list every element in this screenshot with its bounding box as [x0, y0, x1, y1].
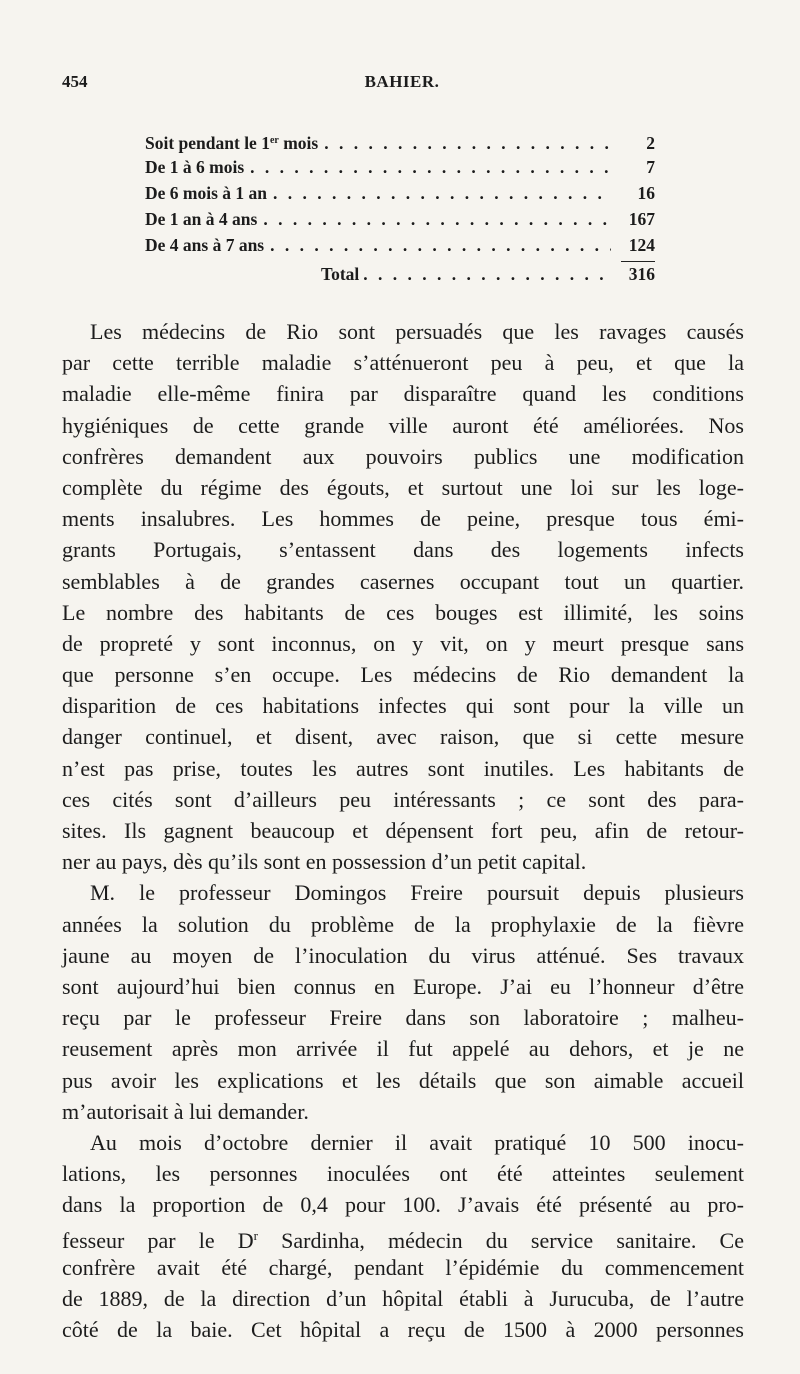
text-line: m’autorisait à lui demander.: [62, 1098, 309, 1124]
age-statistics-table: [145, 128, 655, 288]
text-line: disparition de ces habitations infectes qui sont pour la ville un: [62, 693, 744, 719]
leader-dots: [250, 154, 611, 180]
text-line: confrères demandent aux pouvoirs publics une modification: [62, 443, 744, 469]
text-line: côté de la baie. Cet hôpital a reçu de 1500 à 2000 personnes: [62, 1317, 744, 1342]
table-row: [145, 180, 655, 206]
text-line: danger continuel, et disent, avec raison, que si cette mesure: [62, 724, 744, 750]
leader-dots: [270, 232, 611, 258]
text-line: ner au pays, dès qu’ils sont en possession d’un petit capital.: [62, 849, 587, 875]
total-value: 316: [628, 264, 655, 284]
page-header: [62, 72, 742, 96]
text-line: Le nombre des habitants de ces bouges est illimité, les soins: [62, 599, 744, 625]
row-value: 7: [646, 157, 655, 177]
text-line: maladie elle-même finira par disparaître quand les conditions: [62, 381, 744, 407]
text-line: confrère avait été chargé, pendant l’épidémie du commencement: [62, 1254, 744, 1280]
row-label: De 6 mois à 1 an: [145, 183, 268, 203]
text-line: semblables à de grandes casernes occupant tout un quartier.: [62, 568, 744, 594]
leader-dots: [363, 262, 611, 286]
text-line: reusement après mon arrivée il fut appelé au dehors, et je ne: [62, 1036, 744, 1062]
text-line: complète du régime des égouts, et surtout une loi sur les loge-: [62, 474, 744, 500]
text-line: fesseur par le $D^r$ Sardinha, médecin du service sanitaire. Ce: [62, 1228, 744, 1254]
text-line: de 1889, de la direction d’un hôpital établi à Jurucuba, de l’autre: [62, 1285, 744, 1311]
table-row: [145, 128, 655, 154]
table-row: [145, 232, 655, 258]
text-line: jaune au moyen de l’inoculation du virus atténué. Ses travaux: [62, 942, 744, 968]
row-value: 16: [637, 183, 655, 203]
text-line: que personne s’en occupe. Les médecins de Rio demandent la: [62, 662, 744, 688]
text-line: M. le professeur Domingos Freire poursuit depuis plusieurs: [90, 880, 744, 906]
row-value: 2: [646, 133, 655, 153]
text-line: grants Portugais, s’entassent dans des logements infects: [62, 537, 744, 563]
text-line: n’est pas prise, toutes les autres sont inutiles. Les habitants de: [62, 755, 744, 781]
leader-dots: [263, 206, 611, 232]
text-line: ments insalubres. Les hommes de peine, presque tous émi-: [62, 506, 744, 532]
text-line: de propreté y sont inconnus, on y vit, on y meurt presque sans: [62, 630, 744, 656]
text-line: hygiéniques de cette grande ville auront été améliorées. Nos: [62, 412, 744, 438]
row-label: Soit pendant le 1er mois: [145, 133, 319, 153]
row-label: De 1 an à 4 ans: [145, 209, 258, 229]
page-number: 454: [62, 72, 88, 91]
text-line: pus avoir les explications et les détails que son aimable accueil: [62, 1067, 744, 1093]
text-line: par cette terrible maladie s’atténueront peu à peu, et que la: [62, 350, 744, 376]
table-row: [145, 206, 655, 232]
text-line: années la solution du problème de la prophylaxie de la fièvre: [62, 911, 744, 937]
text-line: ces cités sont d’ailleurs peu intéressants ; ce sont des para-: [62, 786, 744, 812]
row-label: De 1 à 6 mois: [145, 157, 245, 177]
total-label: Total: [321, 264, 360, 284]
row-label: De 4 ans à 7 ans: [145, 235, 265, 255]
row-value: 167: [628, 209, 655, 229]
running-head: BAHIER.: [364, 72, 440, 91]
total-row: [321, 262, 655, 288]
text-line: dans la proportion de 0,4 pour 100. J’avais été présenté au pro-: [62, 1192, 744, 1218]
leader-dots: [324, 130, 611, 156]
text-line: sont aujourd’hui bien connus en Europe. J’ai eu l’honneur d’être: [62, 973, 744, 999]
text-line: Au mois d’octobre dernier il avait pratiqué 10 500 inocu-: [90, 1129, 744, 1155]
leader-dots: [273, 180, 611, 206]
table-row: [145, 154, 655, 180]
text-line: lations, les personnes inoculées ont été atteintes seulement: [62, 1161, 744, 1187]
row-value: 124: [628, 235, 655, 255]
text-line: reçu par le professeur Freire dans son laboratoire ; malheu-: [62, 1005, 744, 1031]
text-line: sites. Ils gagnent beaucoup et dépensent fort peu, afin de retour-: [62, 818, 744, 843]
body-text: [62, 316, 744, 1345]
text-line: Les médecins de Rio sont persuadés que les ravages causés: [90, 319, 744, 344]
